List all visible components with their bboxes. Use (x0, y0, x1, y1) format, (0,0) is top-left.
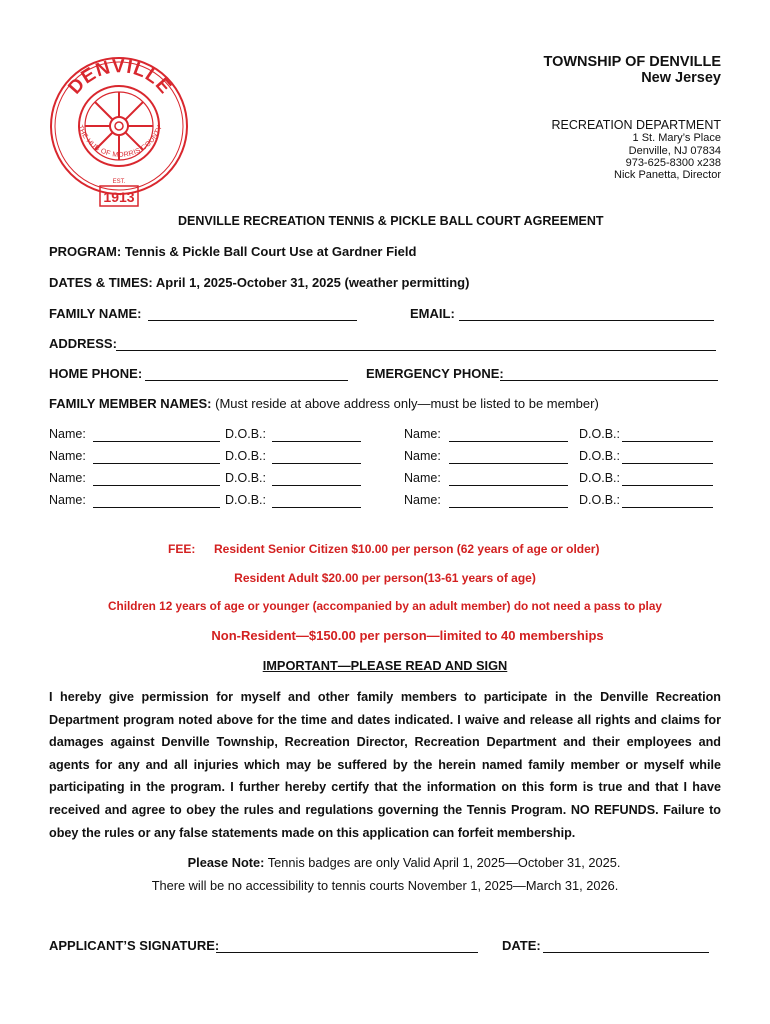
member-dob-field[interactable] (622, 485, 713, 486)
address-line-2: Denville, NJ 07834 (628, 145, 721, 157)
note-label: Please Note: (187, 855, 265, 870)
township-seal-logo (48, 48, 190, 218)
home-phone-label: HOME PHONE: (49, 366, 143, 381)
member-dob-label: D.O.B.: (579, 449, 620, 463)
member-name-label: Name: (49, 493, 86, 507)
member-name-field[interactable] (449, 507, 568, 508)
member-name-field[interactable] (93, 485, 220, 486)
family-members-note: (Must reside at above address only—must be listed to be member) (211, 396, 599, 411)
fee-senior: Resident Senior Citizen $10.00 per person (62 years of age or older) (214, 542, 600, 556)
program-line: PROGRAM: Tennis & Pickle Ball Court Use at Gardner Field (49, 244, 417, 259)
member-dob-label: D.O.B.: (225, 471, 266, 485)
state-title: New Jersey (641, 70, 721, 86)
email-label: EMAIL: (410, 306, 455, 321)
home-phone-field[interactable] (145, 380, 348, 381)
address-line-1: 1 St. Mary’s Place (632, 132, 721, 144)
form-title: DENVILLE RECREATION TENNIS & PICKLE BALL COURT AGREEMENT (178, 214, 604, 228)
note-line-2: There will be no accessibility to tennis courts November 1, 2025—March 31, 2026. (151, 878, 619, 893)
member-name-field[interactable] (93, 441, 220, 442)
family-name-field[interactable] (148, 320, 357, 321)
member-name-label: Name: (404, 427, 441, 441)
address-field[interactable] (116, 350, 716, 351)
director-name: Nick Panetta, Director (614, 169, 721, 181)
member-dob-label: D.O.B.: (225, 449, 266, 463)
member-dob-field[interactable] (272, 507, 361, 508)
seal-ring-text: THE HUB OF MORRIS COUNTY (76, 124, 164, 159)
signature-field[interactable] (216, 952, 478, 953)
email-field[interactable] (459, 320, 714, 321)
member-name-field[interactable] (449, 485, 568, 486)
member-dob-label: D.O.B.: (579, 471, 620, 485)
member-name-label: Name: (49, 427, 86, 441)
member-name-label: Name: (404, 493, 441, 507)
member-dob-field[interactable] (622, 463, 713, 464)
member-name-label: Name: (49, 449, 86, 463)
member-dob-field[interactable] (622, 507, 713, 508)
family-members-heading (49, 396, 599, 411)
seal-top-text: DENVILLE (64, 56, 176, 99)
fee-adult: Resident Adult $20.00 per person(13-61 years of age) (234, 571, 536, 585)
department-name: RECREATION DEPARTMENT (551, 118, 721, 132)
member-dob-field[interactable] (272, 441, 361, 442)
township-title: TOWNSHIP OF DENVILLE (543, 54, 721, 70)
member-dob-field[interactable] (272, 463, 361, 464)
fee-nonresident: Non-Resident—$150.00 per person—limited to 40 memberships (211, 628, 604, 643)
seal-est: EST. (112, 179, 126, 185)
date-field[interactable] (543, 952, 709, 953)
member-dob-label: D.O.B.: (225, 493, 266, 507)
member-name-label: Name: (49, 471, 86, 485)
note-text: Tennis badges are only Valid April 1, 2025—October 31, 2025. (264, 855, 621, 870)
member-name-label: Name: (404, 471, 441, 485)
member-dob-field[interactable] (272, 485, 361, 486)
member-dob-label: D.O.B.: (579, 493, 620, 507)
waiver-paragraph: I hereby give permission for myself and other family members to participate in the Denville Recreation Department program noted above for the time and dates indicated. I waive and release all rights and claims for damages against Denville Township, Recreation Director, Recreation Department and their employees and agents for any and all injuries which may be suffered by the herein named family member or myself while participating in the program. I further hereby certify that the information on this form is true and that I have received and agree to obey the rules and regulations governing the Tennis Program. NO REFUNDS. Failure to obey the rules or any false statements made on this application can forfeit membership. (49, 690, 721, 840)
dates-line: DATES & TIMES: April 1, 2025-October 31, 2025 (weather permitting) (49, 275, 470, 290)
member-name-field[interactable] (449, 463, 568, 464)
member-name-label: Name: (404, 449, 441, 463)
family-name-label: FAMILY NAME: (49, 306, 142, 321)
date-label: DATE: (502, 938, 541, 953)
address-label: ADDRESS: (49, 336, 117, 351)
emergency-phone-field[interactable] (500, 380, 718, 381)
phone-number: 973-625-8300 x238 (625, 157, 721, 169)
member-name-field[interactable] (93, 463, 220, 464)
fee-label: FEE: (168, 542, 196, 556)
important-heading: IMPORTANT—PLEASE READ AND SIGN (262, 658, 508, 673)
member-name-field[interactable] (93, 507, 220, 508)
emergency-phone-label: EMERGENCY PHONE: (366, 366, 504, 381)
member-name-field[interactable] (449, 441, 568, 442)
fee-children: Children 12 years of age or younger (accompanied by an adult member) do not need a pass to play (108, 599, 662, 613)
family-members-label: FAMILY MEMBER NAMES: (49, 396, 212, 411)
member-dob-label: D.O.B.: (579, 427, 620, 441)
signature-label: APPLICANT’S SIGNATURE: (49, 938, 220, 953)
member-dob-label: D.O.B.: (225, 427, 266, 441)
seal-year: 1913 (103, 189, 135, 205)
note-line-1 (0, 855, 770, 870)
member-dob-field[interactable] (622, 441, 713, 442)
